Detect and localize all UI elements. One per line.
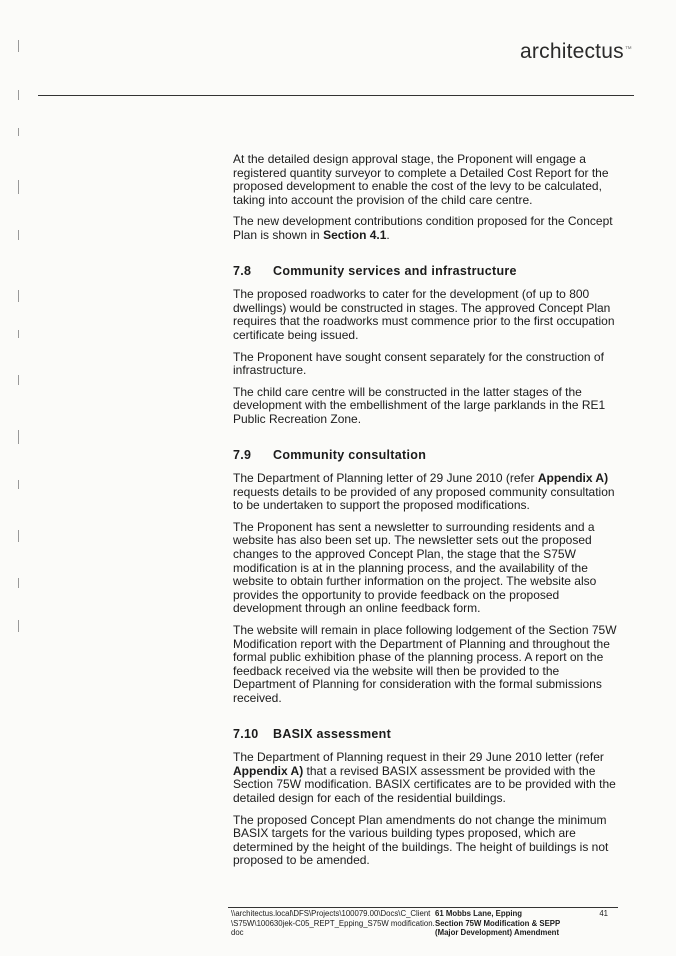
scan-mark [18,530,19,542]
scan-mark [18,230,19,240]
scan-mark [18,480,19,489]
section-heading-7-8 [233,265,623,279]
section-title: Community services and infrastructure [273,263,517,278]
header-divider [38,95,634,96]
s78-paragraph-1: The proposed roadworks to cater for the development (of up to 800 dwellings) would be constructed in stages. The approved Concept Plan requires that the roadworks must commence prior to the first occupation certificate being issued. [233,287,615,342]
section-number: 7.10 [233,726,259,741]
section-number: 7.9 [233,447,252,462]
scan-mark [18,430,19,444]
scan-mark [18,290,19,302]
section-title: BASIX assessment [273,726,392,741]
section-title: Community consultation [273,447,427,462]
s79-paragraph-1 [233,472,623,513]
scan-mark [18,578,19,588]
file-path: \\architectus.local\DFS\Projects\100079.00\Docs\C_Client\S75W\100630jek-C05_REPT_Epping_S75W modification.doc [231,909,435,938]
brand-name: architectus [520,40,624,63]
s79-p1-end: requests details to be provided of any proposed community consultation to be undertaken to support the proposed modifications. [233,484,615,513]
section-heading-7-10 [233,728,623,742]
intro-text: The new development contributions condition proposed for the Concept Plan is shown in [233,214,613,242]
footer-divider [228,907,618,908]
scan-mark [18,90,19,100]
doc-title-line: Section 75W Modification & SEPP [435,918,561,928]
page-number: 41 [599,909,608,918]
scan-mark [18,180,19,194]
doc-title-line: (Major Development) Amendment [435,928,560,938]
intro-end: . [386,227,390,242]
margin-marks [18,30,22,650]
s710-p1-start: The Department of Planning request in their 29 June 2010 letter (refer [233,750,604,765]
section-reference: Section 4.1 [323,227,387,242]
page-content [233,153,623,876]
s79-paragraph-3: The website will remain in place following lodgement of the Section 75W Modification report with the Department of Planning and throughout the formal public exhibition phase of the planning process. A report on the feedback received via the website will then be provided to the Department of Planning for consideration with the formal submissions received. [233,623,617,705]
brand-logo [520,40,632,64]
intro-paragraph-1: At the detailed design approval stage, the Proponent will engage a registered quantity surveyor to complete a Detailed Cost Report for the proposed development to enable the cost of the levy to be calculated, taking into account the provision of the child care centre. [233,152,609,207]
s78-paragraph-3: The child care centre will be constructed in the latter stages of the development with the embellishment of the large parklands in the RE1 Public Recreation Zone. [233,384,606,426]
section-heading-7-9 [233,449,623,463]
s710-paragraph-1 [233,751,623,805]
s79-p1-start: The Department of Planning letter of 29 June 2010 (refer [233,471,538,486]
doc-title-line: 61 Mobbs Lane, Epping [435,909,523,918]
scan-mark [18,375,19,385]
scan-mark [18,40,19,52]
appendix-reference: Appendix A) [537,471,609,486]
scan-mark [18,330,19,338]
intro-paragraph-2 [233,215,623,242]
trademark-mark: ™ [624,46,632,53]
scan-mark [18,620,19,632]
document-title [435,909,585,938]
s78-paragraph-2: The Proponent have sought consent separately for the construction of infrastructure. [233,349,604,378]
s79-paragraph-2: The Proponent has sent a newsletter to surrounding residents and a website has also been set up. The newsletter sets out the proposed changes to the approved Concept Plan, the stage that the S75W modification is at in the planning process, and the availability of the website to obtain further information on the project. The website also provides the opportunity to provide feedback on the proposed development through an online feedback form. [233,519,597,616]
scan-mark [18,128,19,136]
section-number: 7.8 [233,263,252,278]
appendix-reference: Appendix A) [233,763,304,778]
s710-p1-end: that a revised BASIX assessment be provided with the Section 75W modification. BASIX certificates are to be provided with the detailed design for each of the residential buildings. [233,763,616,805]
s710-paragraph-2: The proposed Concept Plan amendments do not change the minimum BASIX targets for the various building types proposed, which are determined by the height of the buildings. The height of buildings is not proposed to be amended. [233,812,609,868]
